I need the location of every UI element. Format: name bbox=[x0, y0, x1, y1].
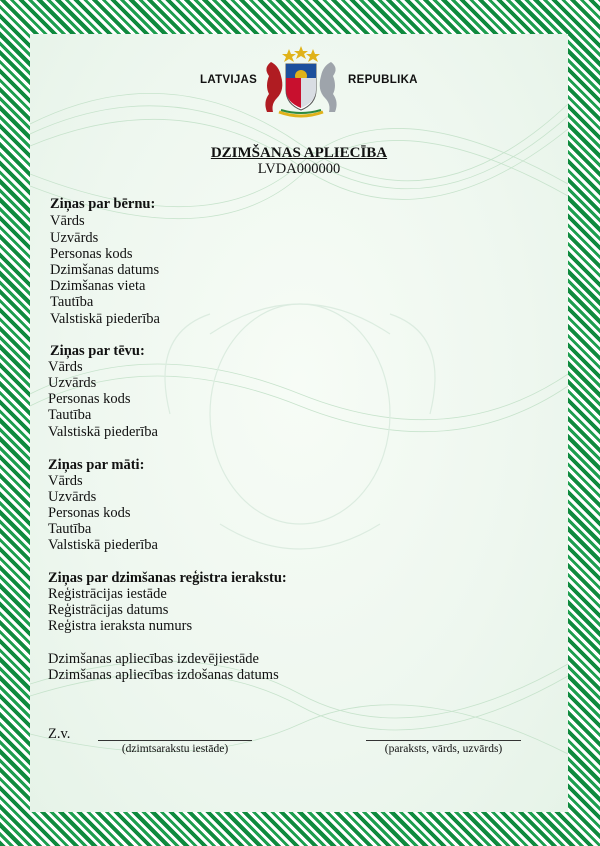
document-title: DZIMŠANAS APLIECĪBA bbox=[210, 145, 388, 161]
child-field: Tautība bbox=[50, 294, 94, 310]
father-field: Personas kods bbox=[48, 391, 131, 407]
stamp-label: Z.v. bbox=[48, 726, 71, 742]
institution-signature-line bbox=[98, 740, 252, 741]
father-field: Valstiskā piederība bbox=[48, 424, 158, 440]
child-field: Uzvārds bbox=[50, 230, 99, 246]
header-right-word: REPUBLIKA bbox=[348, 74, 418, 86]
mother-field: Tautība bbox=[48, 521, 92, 537]
signature-caption: (paraksts, vārds, uzvārds) bbox=[384, 743, 503, 755]
issuer-field: Dzimšanas apliecības izdevējiestāde bbox=[48, 651, 259, 667]
mother-field: Uzvārds bbox=[48, 489, 97, 505]
child-field: Valstiskā piederība bbox=[50, 311, 160, 327]
father-field: Vārds bbox=[48, 359, 83, 375]
mother-field: Valstiskā piederība bbox=[48, 537, 158, 553]
document-number: LVDA000000 bbox=[257, 161, 341, 177]
father-field: Tautība bbox=[48, 407, 92, 423]
father-field: Uzvārds bbox=[48, 375, 97, 391]
issuer-field: Dzimšanas apliecības izdošanas datums bbox=[48, 667, 279, 683]
father-section-heading: Ziņas par tēvu: bbox=[50, 343, 145, 359]
child-field: Personas kods bbox=[50, 246, 133, 262]
child-field: Dzimšanas datums bbox=[50, 262, 160, 278]
registry-field: Reģistrācijas datums bbox=[48, 602, 169, 618]
registry-section-heading: Ziņas par dzimšanas reģistra ierakstu: bbox=[48, 570, 287, 586]
signature-line bbox=[366, 740, 521, 741]
child-field: Dzimšanas vieta bbox=[50, 278, 146, 294]
coat-of-arms-icon bbox=[259, 46, 343, 120]
watermark-emblem-icon bbox=[165, 304, 435, 549]
mother-section-heading: Ziņas par māti: bbox=[48, 457, 145, 473]
institution-caption: (dzimtsarakstu iestāde) bbox=[121, 743, 229, 755]
header-left-word: LATVIJAS bbox=[200, 74, 258, 86]
child-section-heading: Ziņas par bērnu: bbox=[50, 196, 156, 212]
child-field: Vārds bbox=[50, 213, 85, 229]
registry-field: Reģistra ieraksta numurs bbox=[48, 618, 193, 634]
registry-field: Reģistrācijas iestāde bbox=[48, 586, 167, 602]
mother-field: Vārds bbox=[48, 473, 83, 489]
certificate-paper bbox=[30, 34, 568, 812]
mother-field: Personas kods bbox=[48, 505, 131, 521]
